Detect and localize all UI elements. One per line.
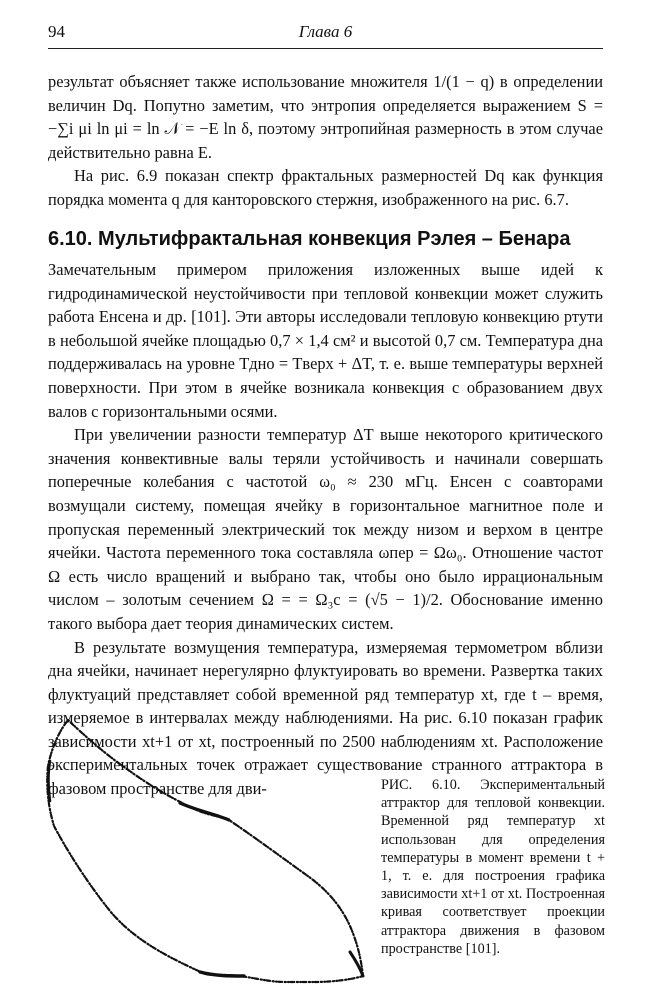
attractor-dense-segment-4 — [49, 761, 51, 801]
attractor-figure — [30, 706, 375, 991]
page-header — [48, 22, 603, 46]
attractor-dense-segment-1 — [180, 803, 229, 820]
figure-caption: РИС. 6.10. Экспериментальный аттрактор для тепловой конвекции. Временной ряд температур xt использован для определения температуры в момент времени t + 1, т. е. для построения графика зависимости xt+1 от xt. Построенная кривая соответствует проекции аттрактора движения в фазовом пространстве [101]. — [381, 777, 605, 957]
body-paragraph-3: В результате возмущения температура, измеряемая термометром вблизи дна ячейки, начинает нерегулярно флуктуировать во времени. Развертка таких флуктуаций представляет собой временной ряд температур xt, где t – время, измеряемое в интервалах между наблюдениями. На рис. 6.10 показан график зависимости xt+1 от xt, построенный по 2500 наблюдениям xt. Расположение экспериментальных точек отражает существование странного аттрактора в фазовом пространстве для дви- — [48, 637, 603, 799]
header-rule — [48, 48, 603, 49]
intro-text — [48, 70, 603, 212]
intro-paragraph-1: результат объясняет также использование множителя 1/(1 − q) в определении величин Dq. Попутно заметим, что энтропия определяется выражением S = −∑i μi ln μi = ln 𝒩 = −E ln δ, поэтому энтропийная размерность в этом случае действительно равна E. — [48, 72, 603, 162]
body-paragraph-2: При увеличении разности температур ΔT выше некоторого критического значения конвективные валы теряли устойчивость и начинали совершать поперечные колебания с частотой ω₀ ≈ 230 мГц. Енсен с соавторами возмущали систему, помещая ячейку в горизонтальное магнитное поле и пропуская переменный электрический ток между низом и верхом в центре ячейки. Частота переменного тока составляла ωпер = Ωω₀. Отношение частот Ω есть число вращений и выбрано так, чтобы оно было иррациональным числом – золотым сечением Ω = = Ω₃с = (√5 − 1)/2. Обоснование именно такого выбора дает теория динамических систем. — [48, 425, 603, 633]
attractor-curve — [47, 720, 363, 982]
intro-paragraph-2: На рис. 6.9 показан спектр фрактальных размерностей Dq как функция порядка момента q для канторовского стержня, изображенного на рис. 6.7. — [48, 166, 603, 209]
body-paragraph-1: Замечательным примером приложения изложенных выше идей к гидродинамической неустойчивости при тепловой конвекции может служить работа Енсена и др. [101]. Эти авторы исследовали тепловую конвекцию ртути в небольшой ячейке площадью 0,7 × 1,4 см² и высотой 0,7 см. Температура дна поддерживалась на уровне Tдно = Tверх + ΔT, т. е. выше температуры верхней поверхности. При этом в ячейке возникала конвекция с образованием двух валов с горизонтальными осями. — [48, 260, 603, 421]
page-number: 94 — [48, 22, 65, 41]
section-heading: 6.10. Мультифрактальная конвекция Рэлея – Бенара — [48, 228, 571, 250]
running-title: Глава 6 — [298, 22, 353, 41]
